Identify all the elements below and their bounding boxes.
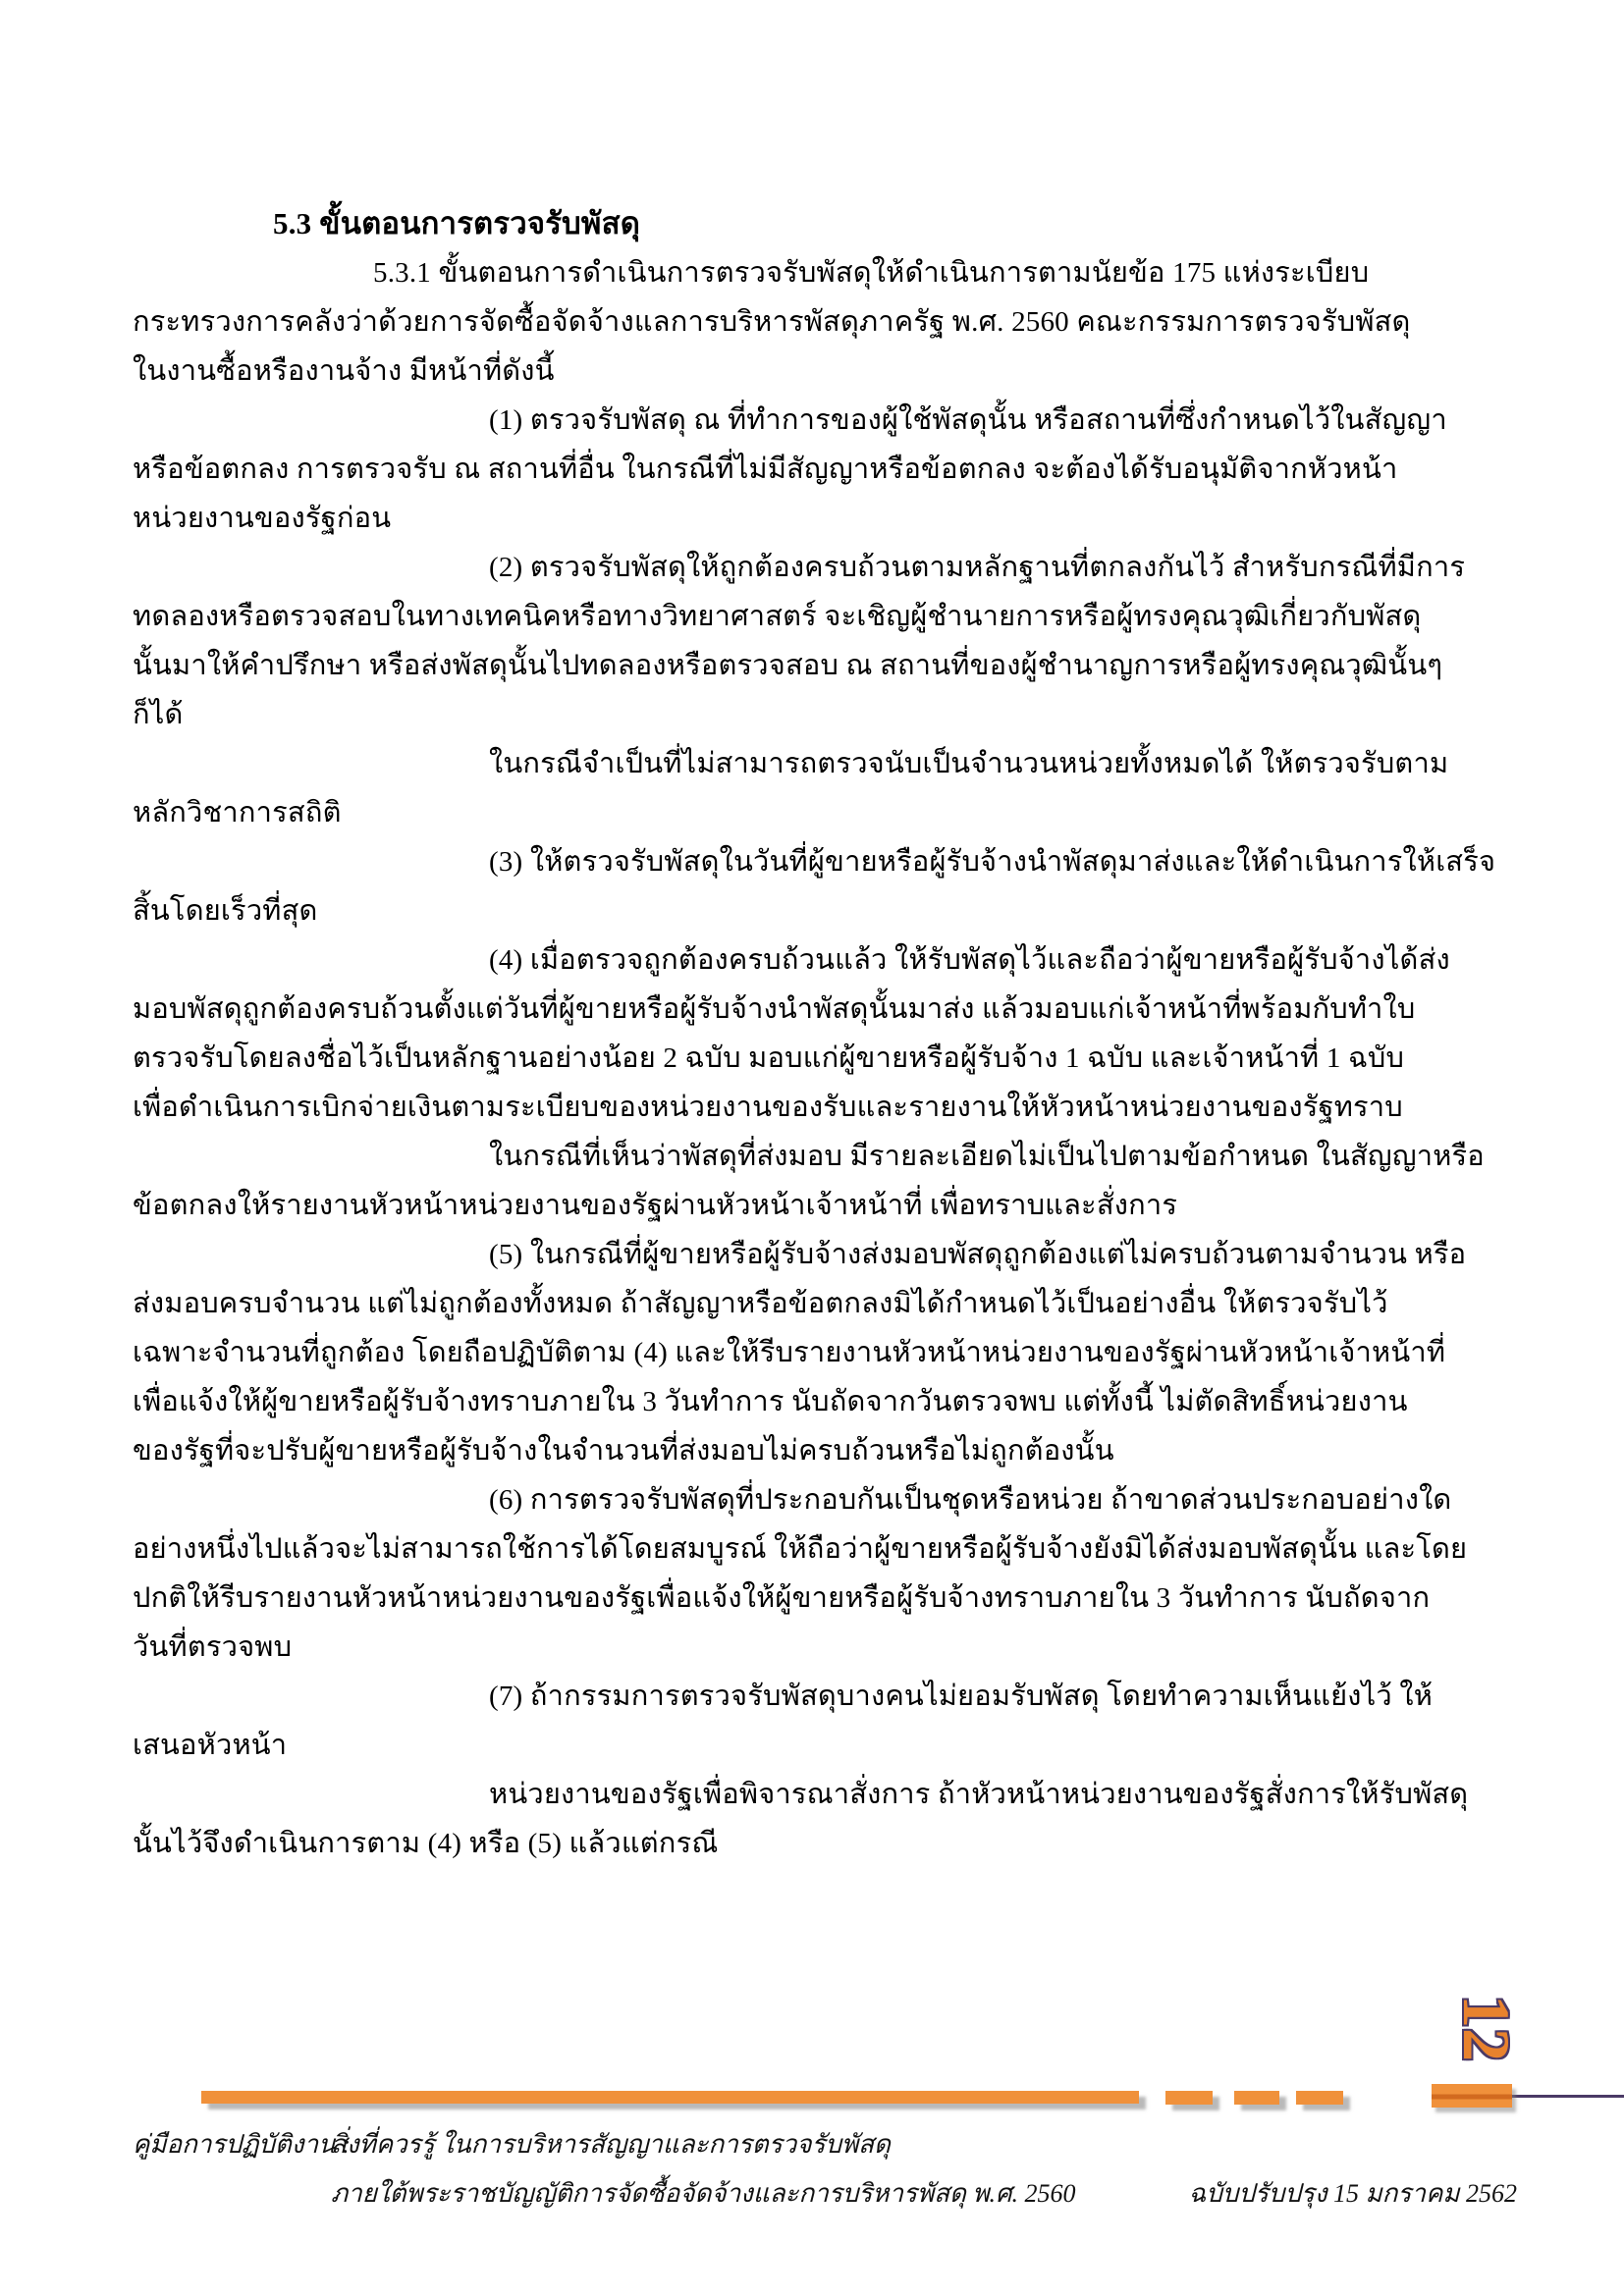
page-footer — [133, 2120, 1517, 2218]
body-text-line-text: ในกรณีจำเป็นที่ไม่สามารถตรวจนับเป็นจำนวนหน่วยทั้งหมดได้ ให้ตรวจรับตาม — [489, 748, 1449, 779]
body-text-line-text: 5.3.1 ขั้นตอนการดำเนินการตรวจรับพัสดุให้ดำเนินการตามนัยข้อ 175 แห่งระเบียบ — [373, 257, 1370, 289]
body-text-line-text: ข้อตกลงให้รายงานหัวหน้าหน่วยงานของรัฐผ่านหัวหน้าเจ้าหน้าที่ เพื่อทราบและสั่งการ — [133, 1190, 1178, 1221]
footer-row-2 — [133, 2169, 1517, 2218]
footer-revision-date: ฉบับปรับปรุง 15 มกราคม 2562 — [1188, 2179, 1517, 2208]
body-text-line-text: เพื่อดำเนินการเบิกจ่ายเงินตามระเบียบของหน่วยงานของรับและรายงานให้หัวหน้าหน่วยงานของรัฐทราบ — [133, 1092, 1403, 1123]
body-text-line — [133, 1819, 1507, 1868]
footer-accent-dash-2 — [1234, 2091, 1279, 2105]
body-text-line-text: ทดลองหรือตรวจสอบในทางเทคนิคหรือทางวิทยาศาสตร์ จะเชิญผู้ชำนายการหรือผู้ทรงคุณวุฒิเกี่ยวกับพัสดุ — [133, 601, 1422, 632]
body-text-line — [133, 494, 1507, 543]
body-text-line — [133, 690, 1507, 739]
body-text-line — [133, 445, 1507, 494]
body-text-line-text: นั้นไว้จึงดำเนินการตาม (4) หรือ (5) แล้วแต่กรณี — [133, 1828, 719, 1859]
body-text-line — [133, 985, 1507, 1034]
body-text-line-text: เฉพาะจำนวนที่ถูกต้อง โดยถือปฏิบัติตาม (4) และให้รีบรายงานหัวหน้าหน่วยงานของรัฐผ่านหัวหน้าเจ้าหน้าที่ — [133, 1337, 1446, 1368]
body-text-line-text: ตรวจรับโดยลงชื่อไว้เป็นหลักฐานอย่างน้อย 2 ฉบับ มอบแก่ผู้ขายหรือผู้รับจ้าง 1 ฉบับ และเจ้าหน้าที่ 1 ฉบับ — [133, 1042, 1405, 1074]
body-text-line — [133, 1181, 1507, 1230]
page-number-text: 12 — [1449, 1995, 1524, 2061]
body-text-line — [133, 641, 1507, 690]
body-text-line — [133, 1377, 1507, 1426]
body-text-line-text: หลักวิชาการสถิติ — [133, 797, 342, 828]
body-text-line — [133, 1083, 1507, 1132]
body-text-line — [133, 935, 1507, 985]
body-text-line-text: ในกรณีที่เห็นว่าพัสดุที่ส่งมอบ มีรายละเอียดไม่เป็นไปตามข้อกำหนด ในสัญญาหรือ — [489, 1141, 1485, 1172]
body-text-line — [133, 1672, 1507, 1721]
body-text — [133, 199, 1507, 1868]
body-text-line-text: (4) เมื่อตรวจถูกต้องครบถ้วนแล้ว ให้รับพัสดุไว้และถือว่าผู้ขายหรือผู้รับจ้างได้ส่ง — [489, 944, 1450, 976]
body-text-line — [133, 297, 1507, 347]
body-text-line-text: เพื่อแจ้งให้ผู้ขายหรือผู้รับจ้างทราบภายใน 3 วันทำการ นับถัดจากวันตรวจพบ แต่ทั้งนี้ ไม่ตัดสิทธิ์หน่วยงาน — [133, 1386, 1408, 1417]
body-text-line-text: มอบพัสดุถูกต้องครบถ้วนตั้งแต่วันที่ผู้ขายหรือผู้รับจ้างนำพัสดุนั้นมาส่ง แล้วมอบแก่เจ้าหน้าที่พร้อมกับทำใบ — [133, 993, 1416, 1025]
page-number — [1435, 1979, 1538, 2077]
body-text-line — [133, 543, 1507, 592]
body-text-line-text: เสนอหัวหน้า — [133, 1730, 288, 1761]
body-text-line-text: ของรัฐที่จะปรับผู้ขายหรือผู้รับจ้างในจำนวนที่ส่งมอบไม่ครบถ้วนหรือไม่ถูกต้องนั้น — [133, 1435, 1114, 1467]
body-text-line — [133, 1475, 1507, 1524]
footer-accent-bar — [201, 2091, 1139, 2104]
body-text-line — [133, 788, 1507, 837]
body-text-line-text: ส่งมอบครบจำนวน แต่ไม่ถูกต้องทั้งหมด ถ้าสัญญาหรือข้อตกลงมิได้กำหนดไว้เป็นอย่างอื่น ให้ตรวจรับไว้ — [133, 1288, 1388, 1319]
body-text-line — [133, 1524, 1507, 1574]
body-text-line — [133, 1230, 1507, 1279]
body-text-line-text: ก็ได้ — [133, 699, 184, 730]
body-text-line — [133, 886, 1507, 935]
body-text-line — [133, 199, 1507, 248]
body-text-line-text: (3) ให้ตรวจรับพัสดุในวันที่ผู้ขายหรือผู้รับจ้างนำพัสดุมาส่งและให้ดำเนินการให้เสร็จ — [489, 846, 1496, 878]
body-text-line — [133, 1574, 1507, 1623]
body-text-line — [133, 1279, 1507, 1328]
body-text-line-text: นั้นมาให้คำปรึกษา หรือส่งพัสดุนั้นไปทดลองหรือตรวจสอบ ณ สถานที่ของผู้ชำนาญการหรือผู้ทรงคุณวุฒินั้นๆ — [133, 650, 1443, 681]
body-text-line-text: อย่างหนึ่งไปแล้วจะไม่สามารถใช้การได้โดยสมบูรณ์ ให้ถือว่าผู้ขายหรือผู้รับจ้างยังมิได้ส่งมอบพัสดุนั้น และโดย — [133, 1533, 1468, 1565]
body-text-line-text: 5.3 ขั้นตอนการตรวจรับพัสดุ — [273, 206, 641, 240]
body-text-line — [133, 347, 1507, 396]
body-text-line-text: หน่วยงานของรัฐเพื่อพิจารณาสั่งการ ถ้าหัวหน้าหน่วยงานของรัฐสั่งการให้รับพัสดุ — [489, 1779, 1469, 1810]
body-text-line — [133, 396, 1507, 445]
body-text-line-text: หรือข้อตกลง การตรวจรับ ณ สถานที่อื่น ในกรณีที่ไม่มีสัญญาหรือข้อตกลง จะต้องได้รับอนุมัติจากหัวหน้า — [133, 454, 1398, 485]
body-text-line-text: สิ้นโดยเร็วที่สุด — [133, 895, 318, 927]
body-text-line-text: (1) ตรวจรับพัสดุ ณ ที่ทำการของผู้ใช้พัสดุนั้น หรือสถานที่ซึ่งกำหนดไว้ในสัญญา — [489, 404, 1447, 436]
body-text-line — [133, 1328, 1507, 1377]
footer-accent-endblock — [1432, 2084, 1512, 2108]
footer-manual-subtitle: ภายใต้พระราชบัญญัติการจัดซื้อจัดจ้างและการบริหารพัสดุ พ.ศ. 2560 — [331, 2179, 1076, 2208]
footer-accent-dash-1 — [1165, 2091, 1213, 2105]
body-text-line — [133, 1132, 1507, 1181]
footer-manual-title: สิ่งที่ควรรู้ ในการบริหารสัญญาและการตรวจรับพัสดุ — [331, 2130, 891, 2159]
body-text-line-text: หน่วยงานของรัฐก่อน — [133, 503, 392, 534]
body-text-line-text: (2) ตรวจรับพัสดุให้ถูกต้องครบถ้วนตามหลักฐานที่ตกลงกันไว้ สำหรับกรณีที่มีการ — [489, 552, 1466, 583]
footer-row-1 — [133, 2120, 1517, 2169]
body-text-line-text: กระทรวงการคลังว่าด้วยการจัดซื้อจัดจ้างแลการบริหารพัสดุภาครัฐ พ.ศ. 2560 คณะกรรมการตรวจรับพัสดุ — [133, 306, 1411, 338]
body-text-line — [133, 248, 1507, 297]
body-text-line-text: (5) ในกรณีที่ผู้ขายหรือผู้รับจ้างส่งมอบพัสดุถูกต้องแต่ไม่ครบถ้วนตามจำนวน หรือ — [489, 1239, 1467, 1270]
footer-accent-dash-3 — [1296, 2091, 1343, 2105]
body-text-line — [133, 592, 1507, 641]
footer-manual-label: คู่มือการปฏิบัติงาน : — [133, 2130, 352, 2159]
body-text-line — [133, 1426, 1507, 1475]
body-text-line-text: วันที่ตรวจพบ — [133, 1631, 293, 1663]
body-text-line-text: ในงานซื้อหรืองานจ้าง มีหน้าที่ดังนี้ — [133, 355, 555, 387]
body-text-line-text: ปกติให้รีบรายงานหัวหน้าหน่วยงานของรัฐเพื่อแจ้งให้ผู้ขายหรือผู้รับจ้างทราบภายใน 3 วันทำการ นับถัดจาก — [133, 1582, 1431, 1614]
body-text-line-text: (7) ถ้ากรรมการตรวจรับพัสดุบางคนไม่ยอมรับพัสดุ โดยทำความเห็นแย้งไว้ ให้ — [489, 1681, 1434, 1712]
body-text-line — [133, 1721, 1507, 1770]
body-text-line-text: (6) การตรวจรับพัสดุที่ประกอบกันเป็นชุดหรือหน่วย ถ้าขาดส่วนประกอบอย่างใด — [489, 1484, 1452, 1516]
body-text-line — [133, 1034, 1507, 1083]
body-text-line — [133, 739, 1507, 788]
body-text-line — [133, 837, 1507, 886]
body-text-line — [133, 1770, 1507, 1819]
body-text-line — [133, 1623, 1507, 1672]
